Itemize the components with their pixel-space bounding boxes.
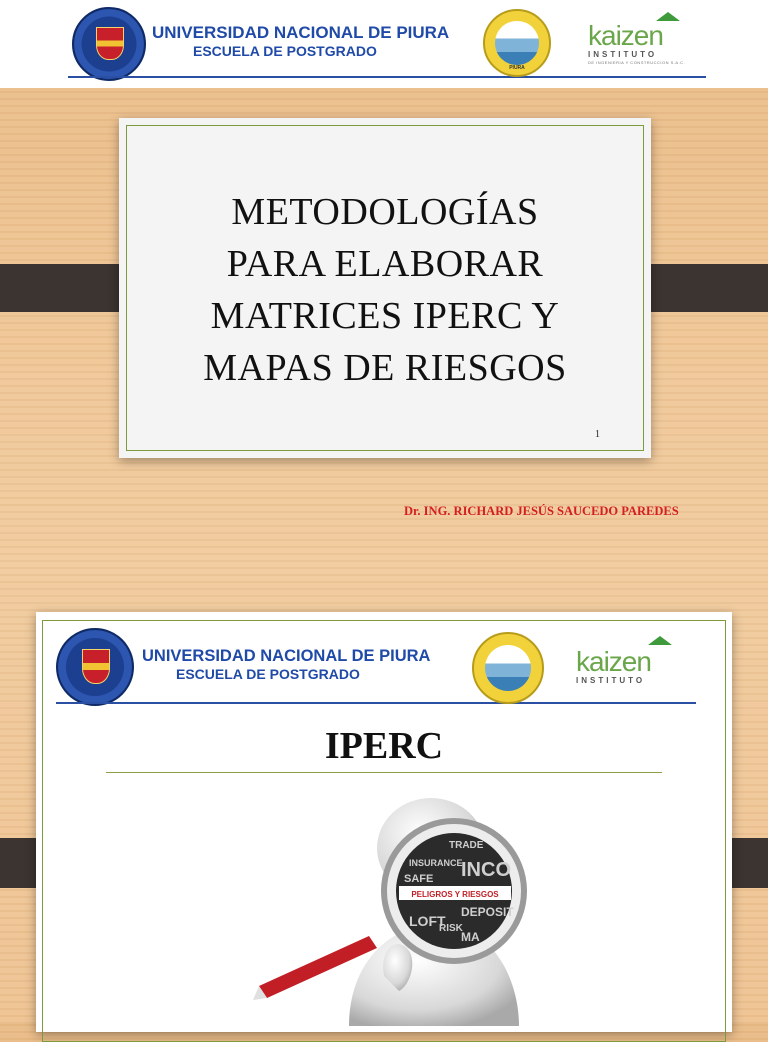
lens-word-4: INCO — [461, 859, 511, 881]
slide-number: 1 — [595, 429, 600, 440]
lens-label: PELIGROS Y RIESGOS — [411, 890, 499, 899]
title-line-2: PARA ELABORAR — [226, 243, 544, 285]
kaizen-logo-icon-2: kaizen INSTITUTO — [576, 648, 686, 700]
title-line-4: MAPAS DE RIESGOS — [203, 347, 567, 389]
kaizen-subtitle: INSTITUTO — [588, 50, 658, 59]
foundation-logo-icon: PIURA — [483, 9, 551, 77]
title-line-1: METODOLOGÍAS — [231, 191, 539, 233]
header-rule — [68, 76, 706, 78]
author-name: Dr. ING. RICHARD JESÚS SAUCEDO PAREDES — [404, 504, 679, 518]
lens-word-6: LOFT — [409, 913, 446, 929]
lens-word-2: TRADE — [449, 840, 484, 851]
title-slide — [119, 118, 651, 458]
university-seal-icon — [72, 7, 146, 81]
school-name: ESCUELA DE POSTGRADO — [193, 43, 377, 59]
slide-title — [119, 186, 651, 394]
lens-word-3: SAFE — [404, 873, 434, 885]
lens-word-1: INSURANCE — [409, 858, 463, 868]
iperc-heading: IPERC — [324, 725, 444, 767]
magnifier-figure-icon — [249, 786, 535, 1026]
kaizen-brand: kaizen — [588, 20, 663, 51]
foundation-logo-icon-2 — [472, 632, 544, 704]
title-line-3: MATRICES IPERC Y — [210, 295, 560, 337]
lens-word-8: MA — [461, 930, 480, 944]
university-name: UNIVERSIDAD NACIONAL DE PIURA — [152, 23, 450, 42]
kaizen-tagline: DE INGENIERIA Y CONSTRUCCION S.A.C. — [588, 60, 686, 65]
lens-word-5: DEPOSIT — [461, 905, 514, 919]
seal-shield-icon — [96, 27, 123, 60]
school-name-2: ESCUELA DE POSTGRADO — [176, 666, 360, 682]
lens-word-7: RISK — [439, 923, 463, 934]
page-header — [0, 0, 768, 88]
university-name-2: UNIVERSIDAD NACIONAL DE PIURA — [142, 647, 431, 665]
kaizen-logo-icon — [588, 22, 698, 74]
iperc-slide — [36, 612, 732, 1032]
title-rule — [106, 772, 662, 773]
header-rule-2 — [56, 702, 696, 704]
university-seal-icon-2 — [56, 628, 134, 706]
